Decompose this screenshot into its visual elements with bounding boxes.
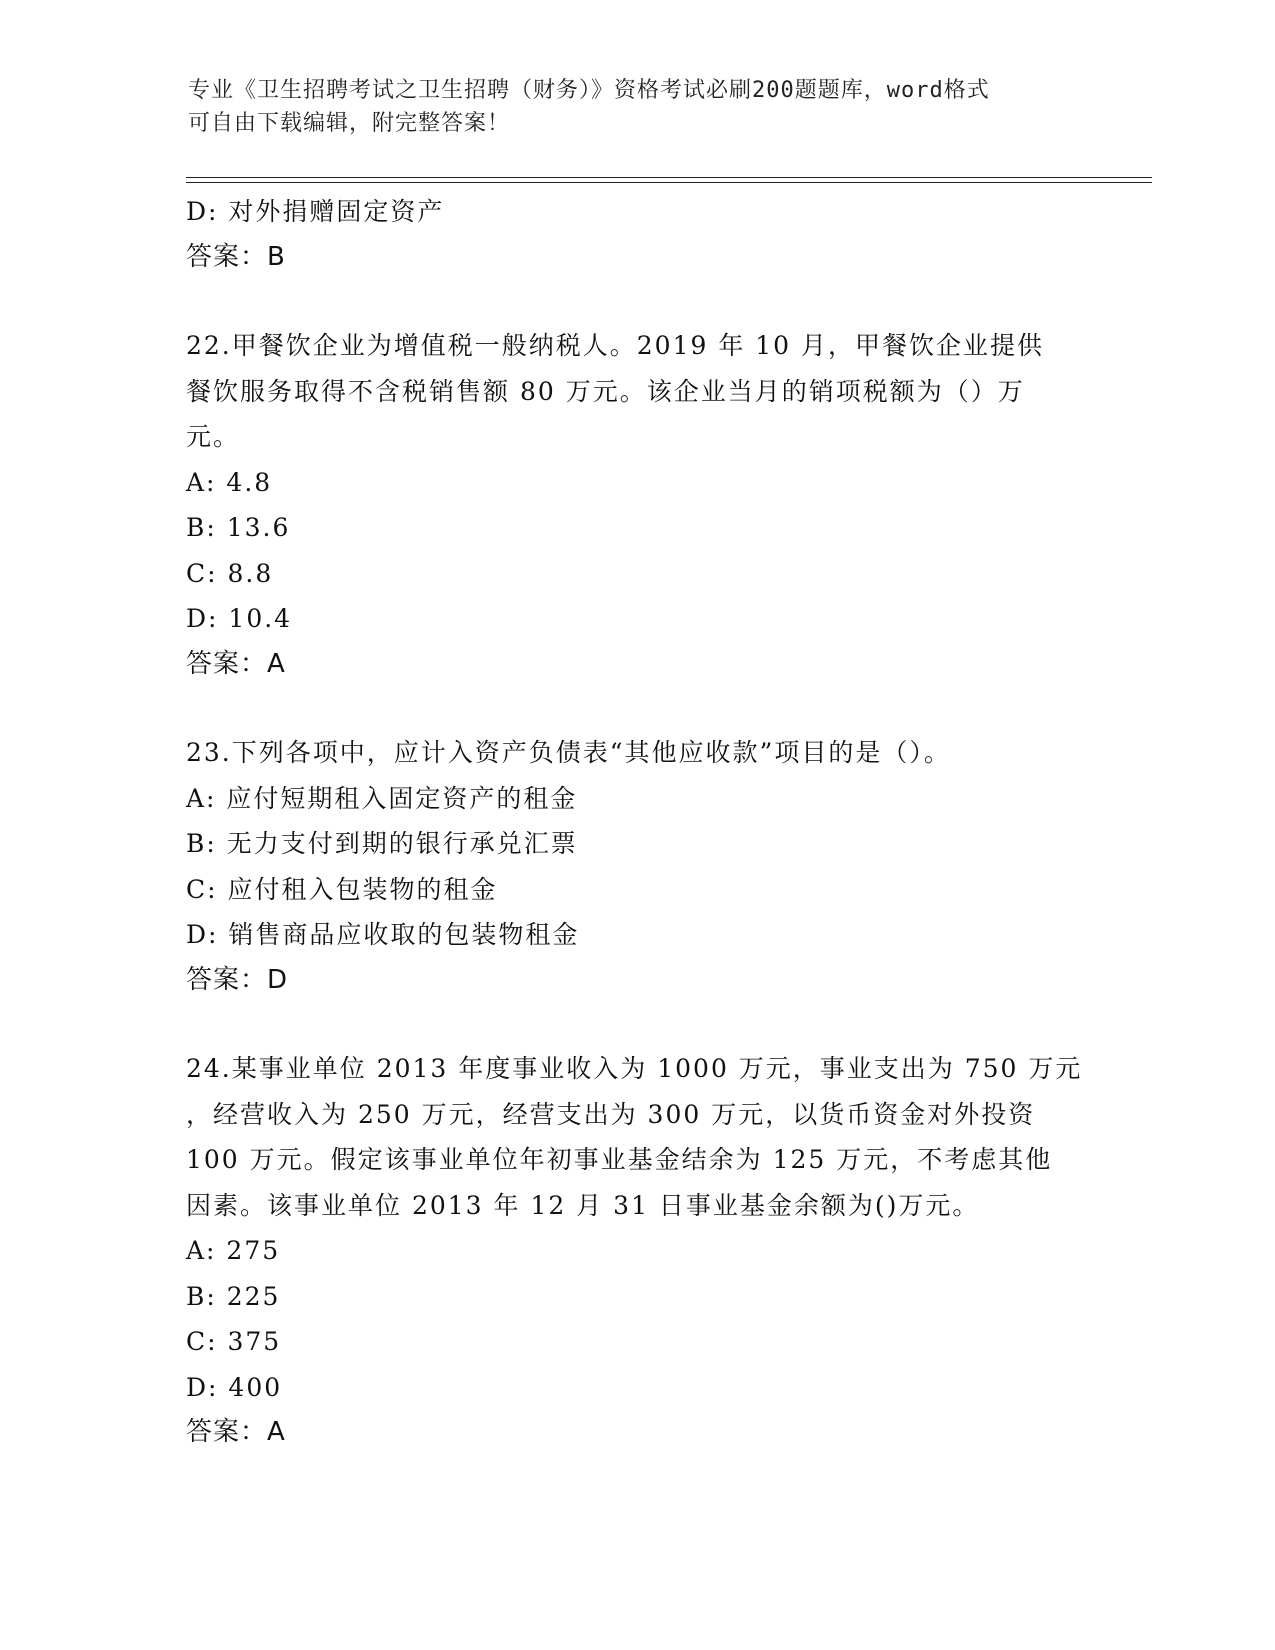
question-23-option-a: A: 应付短期租入固定资产的租金 <box>186 783 578 813</box>
spacer <box>186 687 1086 730</box>
question-23-option-b: B: 无力支付到期的银行承兑汇票 <box>186 829 578 858</box>
question-23-option-d: D: 销售商品应收取的包装物租金 <box>186 920 580 949</box>
header-divider-bottom <box>186 182 1152 183</box>
question-24-line-2: ，经营收入为 250 万元，经营支出为 300 万元，以货币资金对外投资 <box>186 1099 1036 1129</box>
question-22-line-3: 元。 <box>186 422 241 451</box>
question-24-option-b: B: 225 <box>186 1281 281 1311</box>
question-22-option-b: B: 13.6 <box>186 513 291 542</box>
question-content <box>186 189 1086 1456</box>
spacer <box>186 280 1086 323</box>
question-block-24 <box>186 1046 1086 1456</box>
question-23-answer: 答案：D <box>186 964 289 995</box>
question-24-option-c: C: 375 <box>186 1327 282 1356</box>
header-line-1: 专业《卫生招聘考试之卫生招聘（财务）》资格考试必刷200题题库，word格式 <box>188 78 990 103</box>
prev-option-d: D: 对外捐赠固定资产 <box>186 197 445 226</box>
question-block-23 <box>186 730 1086 1003</box>
question-24-option-a: A: 275 <box>186 1236 281 1265</box>
question-22-option-d: D: 10.4 <box>186 604 293 633</box>
header-divider-top <box>186 177 1152 178</box>
question-23-line-1: 23.下列各项中，应计入资产负债表“其他应收款”项目的是（）。 <box>186 738 951 767</box>
document-header <box>188 74 1068 140</box>
question-24-answer: 答案：A <box>186 1417 286 1447</box>
question-block-22 <box>186 323 1086 687</box>
header-line-2: 可自由下载编辑，附完整答案！ <box>188 111 511 136</box>
question-22-option-a: A: 4.8 <box>186 467 273 497</box>
question-24-option-d: D: 400 <box>186 1372 283 1402</box>
spacer <box>186 1003 1086 1046</box>
question-22-line-2: 餐饮服务取得不含税销售额 80 万元。该企业当月的销项税额为（）万 <box>186 376 1025 406</box>
question-23-option-c: C: 应付租入包装物的租金 <box>186 874 498 904</box>
prev-answer: 答案：B <box>186 241 286 272</box>
question-24-line-1: 24.某事业单位 2013 年度事业收入为 1000 万元，事业支出为 750 万元 <box>186 1054 1083 1083</box>
question-22-answer: 答案：A <box>186 648 286 679</box>
question-24-line-4: 因素。该事业单位 2013 年 12 月 31 日事业基金余额为()万元。 <box>186 1190 980 1220</box>
question-24-line-3: 100 万元。假定该事业单位年初事业基金结余为 125 万元，不考虑其他 <box>186 1145 1053 1174</box>
question-22-option-c: C: 8.8 <box>186 558 274 588</box>
question-22-line-1: 22.甲餐饮企业为增值税一般纳税人。2019 年 10 月，甲餐饮企业提供 <box>186 331 1045 360</box>
